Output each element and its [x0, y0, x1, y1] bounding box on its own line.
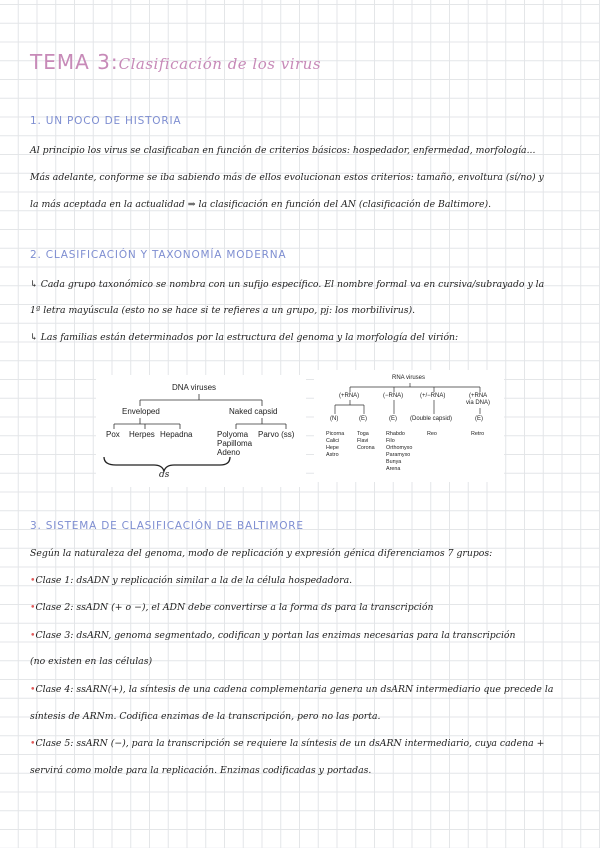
rna-col1-item: Picorna	[326, 431, 345, 437]
section-1-line-3: la más aceptada en la actualidad ⇒ la clasificación en función del AN (clasificación de Baltimore).	[30, 199, 492, 210]
rna-col3-item: Orthomyxo	[386, 445, 413, 451]
title-main: TEMA 3:	[30, 50, 119, 74]
section-2-line-1: ↳ Cada grupo taxonómico se nombra con un sufijo específico. El nombre formal va en cursiva/subrayado y la	[30, 279, 545, 290]
class-5-line-cont: servirá como molde para la replicación. Enzimas codificadas y portadas.	[30, 765, 372, 776]
section-1-line-2: Más adelante, conforme se iba sabiendo más de ellos evolucionan estos criterios: tamaño, envoltura (sí/no) y	[30, 172, 544, 183]
dna-polyoma-label: Polyoma	[217, 430, 249, 439]
red-bullet: •	[30, 630, 36, 641]
section-2-line-3: ↳ Las familias están determinados por la estructura del genoma y la morfología del virión:	[30, 332, 459, 343]
class-3-line: •Clase 3: dsARN, genoma segmentado, codifican y portan las enzimas necesarias para la transcripción	[30, 630, 516, 641]
dna-adeno-label: Adeno	[217, 448, 241, 457]
ds-brace-label: ds	[159, 470, 170, 480]
red-bullet: •	[30, 602, 36, 613]
rna-plusminus-label: (+/−RNA)	[420, 393, 446, 399]
dna-root-label: DNA viruses	[172, 383, 217, 392]
rna-col1-item: Hepe	[326, 445, 339, 451]
rna-viruses-diagram	[314, 370, 504, 482]
rna-e3-label: (E)	[475, 416, 483, 422]
dna-hepadna-label: Hepadna	[160, 430, 193, 439]
title-subtitle: Clasificación de los virus	[118, 55, 322, 73]
section-2-heading: 2. CLASIFICACIÓN Y TAXONOMÍA MODERNA	[30, 249, 287, 261]
class-5-line: •Clase 5: ssARN (−), para la transcripción se requiere la síntesis de un dsARN intermediario, cuya cadena +	[30, 738, 545, 749]
rna-col2-item: Corona	[357, 445, 375, 451]
rna-plus-label: (+RNA)	[339, 393, 360, 399]
page-title	[30, 50, 321, 74]
class-4-line: •Clase 4: ssARN(+), la síntesis de una cadena complementaria genera un dsARN intermediario que precede la	[30, 684, 554, 695]
rna-col1-item: Calici	[326, 438, 340, 444]
ds-brace	[104, 457, 230, 471]
rna-e1-label: (E)	[359, 416, 367, 422]
rna-n1-label: (N)	[330, 416, 339, 422]
dna-parvo-label: Parvo (ss)	[258, 430, 295, 439]
dna-papilloma-label: Papilloma	[217, 439, 253, 448]
rna-col3-item: Bunya	[386, 459, 402, 465]
rna-plus-dna-label-2: via DNA)	[466, 400, 491, 406]
section-1-heading: 1. UN POCO DE HISTORIA	[30, 115, 182, 127]
dna-enveloped-label: Enveloped	[122, 407, 160, 416]
class-2-line: •Clase 2: ssADN (+ o −), el ADN debe convertirse a la forma ds para la transcripción	[30, 602, 434, 613]
rna-col3-item: Paramyxo	[386, 452, 411, 458]
rna-col3-item: Rhabdo	[386, 431, 405, 437]
rna-e2-label: (E)	[389, 416, 397, 422]
rna-col3-item: Filo	[386, 438, 395, 444]
rna-col1-item: Astro	[326, 452, 339, 458]
rna-root-label: RNA viruses	[392, 375, 426, 381]
section-3-heading: 3. SISTEMA DE CLASIFICACIÓN DE BALTIMORE	[30, 520, 304, 532]
rna-col3-item: Arena	[386, 466, 401, 472]
rna-plus-dna-label-1: (+RNA	[469, 393, 488, 399]
red-bullet: •	[30, 684, 36, 695]
red-bullet: •	[30, 738, 36, 749]
rna-reo-label: Reo	[427, 431, 437, 437]
dna-pox-label: Pox	[106, 430, 120, 439]
dna-viruses-diagram	[96, 375, 306, 487]
dna-naked-label: Naked capsid	[229, 407, 278, 416]
rna-col2-item: Toga	[357, 431, 369, 437]
class-4-line-cont: síntesis de ARNm. Codifica enzimas de la transcripción, pero no las porta.	[30, 711, 381, 722]
class-3-line-cont: (no existen en las células)	[30, 656, 153, 667]
dna-herpes-label: Herpes	[129, 430, 155, 439]
rna-col2-item: Flavi	[357, 438, 369, 444]
rna-double-capsid-label: (Double capsid)	[410, 416, 453, 422]
class-1-line: •Clase 1: dsADN y replicación similar a la de la célula hospedadora.	[30, 575, 353, 586]
rna-minus-label: (−RNA)	[383, 393, 404, 399]
section-2-line-2: 1ª letra mayúscula (esto no se hace si te refieres a un grupo, pj: los morbilivirus).	[30, 305, 416, 316]
section-1-line-1: Al principio los virus se clasificaban en función de criterios básicos: hospedador, enfermedad, morfología...	[30, 145, 536, 156]
rna-tree-lines	[314, 370, 504, 482]
section-3-intro: Según la naturaleza del genoma, modo de replicación y expresión génica diferenciamos 7 grupos:	[30, 548, 493, 559]
rna-retro-label: Retro	[471, 431, 485, 437]
red-bullet: •	[30, 575, 36, 586]
